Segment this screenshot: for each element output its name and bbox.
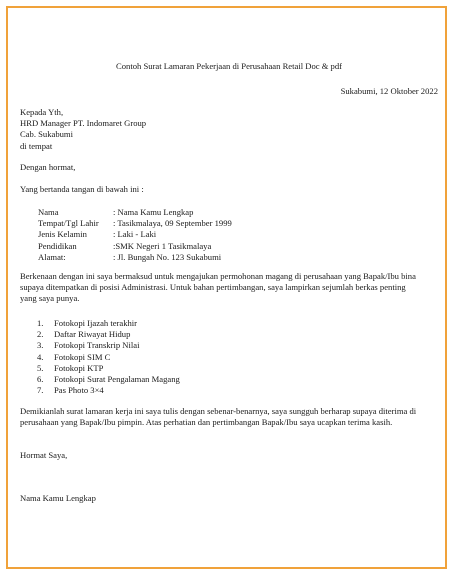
list-text: Daftar Riwayat Hidup bbox=[54, 329, 131, 340]
list-item bbox=[37, 329, 180, 340]
recipient-line: Cab. Sukabumi bbox=[20, 129, 73, 140]
recipient-line: di tempat bbox=[20, 140, 53, 151]
list-item bbox=[37, 363, 180, 374]
identity-value: : Tasikmalaya, 09 September 1999 bbox=[113, 218, 232, 229]
greeting: Dengan hormat, bbox=[20, 162, 76, 172]
list-item bbox=[37, 374, 180, 385]
list-item bbox=[37, 340, 180, 351]
list-item bbox=[37, 385, 180, 396]
body-line: yang saya punya. bbox=[20, 293, 80, 304]
signoff: Hormat Saya, bbox=[20, 450, 68, 460]
list-number: 1. bbox=[37, 318, 44, 328]
list-number: 3. bbox=[37, 340, 44, 351]
list-text: Fotokopi SIM C bbox=[54, 351, 111, 362]
body-line: Berkenaan dengan ini saya bermaksud untuk mengajukan permohonan magang di perusahaan yang Bapak/Ibu bina bbox=[20, 271, 416, 281]
identity-label: Jenis Kelamin bbox=[38, 229, 87, 240]
list-number: 6. bbox=[37, 374, 44, 385]
closing-line: perusahaan yang Bapak/Ibu pimpin. Atas perhatian dan pertimbangan Bapak/Ibu saya ucapkan terima kasih. bbox=[20, 417, 393, 428]
document-title: Contoh Surat Lamaran Pekerjaan di Perusahaan Retail Doc & pdf bbox=[116, 61, 342, 71]
letter-date: Sukabumi, 12 Oktober 2022 bbox=[340, 86, 438, 96]
identity-row bbox=[38, 207, 232, 218]
identity-label: Alamat: bbox=[38, 251, 66, 262]
identity-value: :SMK Negeri 1 Tasikmalaya bbox=[113, 240, 212, 251]
list-item bbox=[37, 352, 180, 363]
list-number: 2. bbox=[37, 329, 44, 340]
closing-paragraph bbox=[20, 406, 438, 428]
identity-value: : Laki - Laki bbox=[113, 229, 157, 240]
closing-line: Demikianlah surat lamaran kerja ini saya tulis dengan sebenar-benarnya, saya sungguh berharap supaya diterima di bbox=[20, 406, 417, 416]
list-number: 5. bbox=[37, 362, 44, 373]
identity-row bbox=[38, 229, 232, 240]
signature-name: Nama Kamu Lengkap bbox=[20, 493, 96, 503]
recipient-line: HRD Manager PT. Indomaret Group bbox=[20, 118, 147, 129]
identity-table bbox=[38, 207, 232, 263]
body-line: supaya ditempatkan di posisi Administrasi. Untuk bahan pertimbangan, saya lampirkan sejumlah berkas penting bbox=[20, 282, 406, 293]
body-paragraph bbox=[20, 271, 438, 305]
list-text: Fotokopi Ijazah terakhir bbox=[54, 318, 138, 328]
recipient-block bbox=[20, 107, 146, 152]
identity-row bbox=[38, 241, 232, 252]
identity-value: : Jl. Bungah No. 123 Sukabumi bbox=[113, 251, 222, 262]
list-text: Fotokopi KTP bbox=[54, 362, 104, 373]
list-text: Fotokopi Surat Pengalaman Magang bbox=[54, 374, 180, 385]
list-text: Fotokopi Transkrip Nilai bbox=[54, 340, 140, 351]
intro-line: Yang bertanda tangan di bawah ini : bbox=[20, 184, 144, 194]
identity-label: Tempat/Tgl Lahir bbox=[38, 218, 99, 229]
identity-label: Pendidikan bbox=[38, 240, 77, 251]
identity-row bbox=[38, 252, 232, 263]
list-number: 7. bbox=[37, 385, 44, 396]
recipient-line: Kepada Yth, bbox=[20, 107, 64, 117]
list-text: Pas Photo 3×4 bbox=[54, 385, 104, 396]
list-item bbox=[37, 318, 180, 329]
list-number: 4. bbox=[37, 351, 44, 362]
identity-value: : Nama Kamu Lengkap bbox=[113, 207, 194, 217]
identity-label: Nama bbox=[38, 207, 59, 217]
attachment-list bbox=[37, 318, 180, 396]
identity-row bbox=[38, 218, 232, 229]
